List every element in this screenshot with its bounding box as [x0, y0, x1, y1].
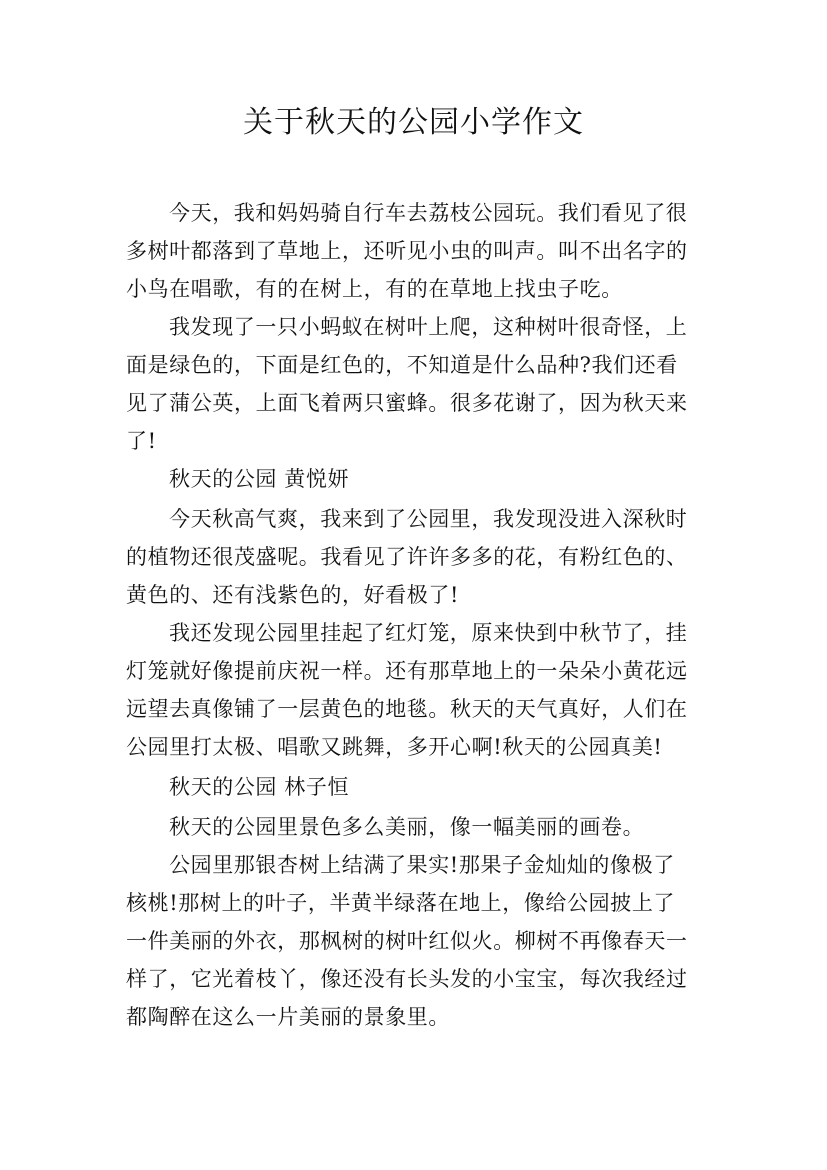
text-line: 小鸟在唱歌，有的在树上，有的在草地上找虫子吃。	[126, 277, 623, 301]
text-line: 一件美丽的外衣，那枫树的树叶红似火。柳树不再像春天一	[126, 929, 688, 953]
text-line: 我发现了一只小蚂蚁在树叶上爬，这种树叶很奇怪，上	[169, 315, 688, 339]
text-line: 远望去真像铺了一层黄色的地毯。秋天的天气真好，人们在	[126, 697, 688, 721]
text-line: 的植物还很茂盛呢。我看见了许许多多的花，有粉红色的、	[126, 545, 688, 569]
text-line: 今天，我和妈妈骑自行车去荔枝公园玩。我们看见了很	[169, 201, 688, 225]
section-heading: 秋天的公园 林子恒	[169, 775, 350, 799]
text-line: 了!	[126, 429, 157, 453]
text-line: 灯笼就好像提前庆祝一样。还有那草地上的一朵朵小黄花远	[126, 659, 688, 683]
document-title: 关于秋天的公园小学作文	[243, 105, 584, 140]
text-line: 公园里打太极、唱歌又跳舞，多开心啊!秋天的公园真美!	[126, 735, 663, 759]
text-line: 面是绿色的，下面是红色的，不知道是什么品种?我们还看	[126, 353, 678, 377]
text-line: 核桃!那树上的叶子，半黄半绿落在地上，像给公园披上了	[126, 891, 676, 915]
text-line: 都陶醉在这么一片美丽的景象里。	[126, 1005, 450, 1029]
text-line: 多树叶都落到了草地上，还听见小虫的叫声。叫不出名字的	[126, 239, 688, 263]
text-line: 公园里那银杏树上结满了果实!那果子金灿灿的像极了	[169, 853, 675, 877]
text-line: 秋天的公园里景色多么美丽，像一幅美丽的画卷。	[169, 815, 645, 839]
text-line: 样了，它光着枝丫，像还没有长头发的小宝宝，每次我经过	[126, 967, 688, 991]
section-heading: 秋天的公园 黄悦妍	[169, 467, 350, 491]
text-line: 今天秋高气爽，我来到了公园里，我发现没进入深秋时	[169, 507, 688, 531]
text-line: 见了蒲公英，上面飞着两只蜜蜂。很多花谢了，因为秋天来	[126, 391, 688, 415]
text-line: 黄色的、还有浅紫色的，好看极了!	[126, 583, 460, 607]
text-line: 我还发现公园里挂起了红灯笼，原来快到中秋节了，挂	[169, 621, 688, 645]
